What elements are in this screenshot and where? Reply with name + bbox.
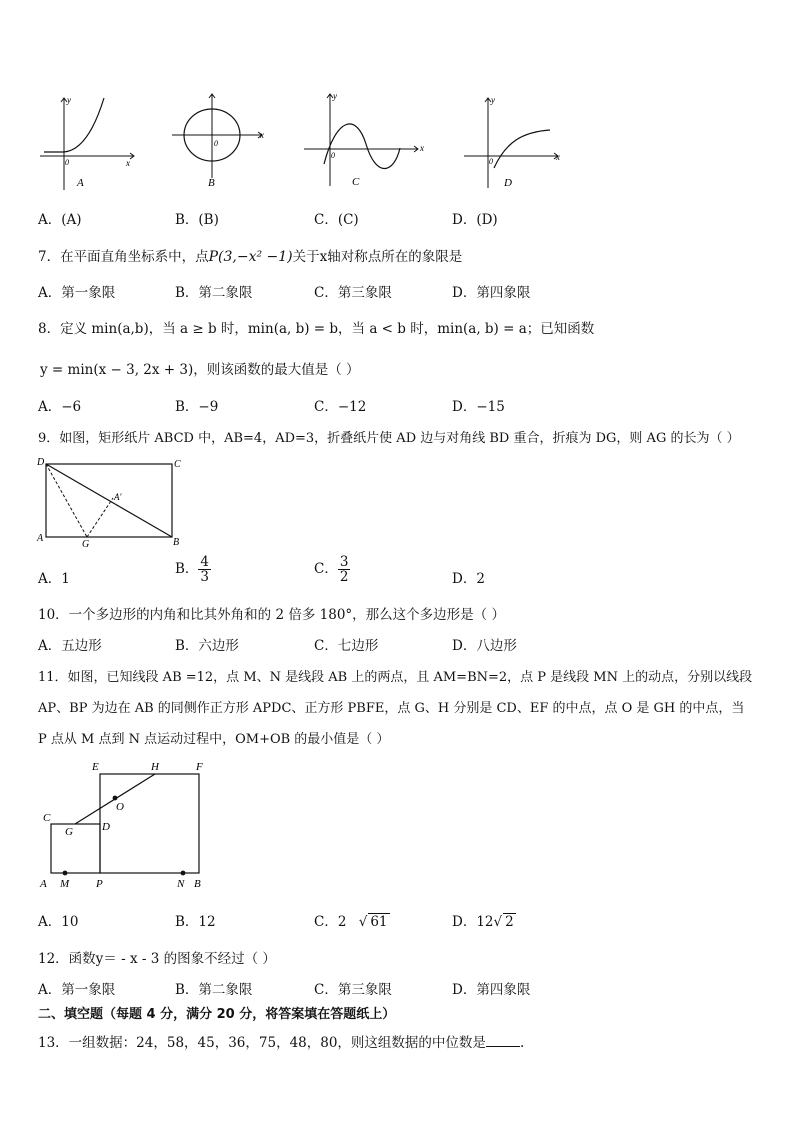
q9-option-a[interactable]: A．1 (38, 571, 70, 587)
q8-question-line1: 8．定义 min(a,b)，当 a ≥ b 时，min(a, b) = b，当 a < b 时，min(a, b) = a；已知函数 (38, 321, 595, 337)
q11-option-b[interactable]: B．12 (175, 914, 216, 930)
q11-label-g: G (65, 826, 73, 838)
q9-option-c[interactable] (314, 555, 350, 584)
q9-option-b-prefix: B． (175, 561, 199, 577)
q11-label-c: C (43, 812, 51, 824)
q6-option-c[interactable]: C．(C) (314, 212, 359, 228)
q11-figure (38, 756, 218, 896)
q11-label-o: O (116, 801, 124, 813)
q11-label-h: H (151, 761, 159, 773)
q12-option-a[interactable]: A．第一象限 (38, 982, 116, 998)
graph-c-letter: C (352, 176, 360, 188)
q9-label-a: A (37, 533, 44, 544)
q9-label-b: B (173, 537, 180, 548)
q9-option-c-denominator: 2 (339, 569, 349, 585)
q11-question-line2: AP、BP 为边在 AB 的同侧作正方形 APDC、正方形 PBFE，点 G、H 分别是 CD、EF 的中点，点 O 是 GH 的中点，当 (38, 701, 745, 716)
q8-option-a[interactable]: A．−6 (38, 399, 82, 415)
q11-label-d: D (102, 821, 110, 833)
section-2-title: 二、填空题（每题 4 分，满分 20 分，将答案填在答题纸上） (38, 1007, 396, 1022)
graph-b-x-label: x (260, 130, 264, 140)
q9-label-a-prime: A′ (114, 492, 122, 502)
q11-option-c-radicand: 61 (370, 914, 388, 930)
q13-text: 13．一组数据：24，58，45，36，75，48，80，则这组数据的中位数是 (38, 1035, 486, 1051)
graph-b-origin: 0 (214, 139, 218, 148)
q12-option-d[interactable]: D．第四象限 (452, 982, 531, 998)
q8-option-d[interactable]: D．−15 (452, 399, 505, 415)
q11-label-m: M (60, 878, 70, 890)
q11-label-p: P (96, 878, 103, 890)
q7-suffix: 关于x轴对称点所在的象限是 (292, 249, 463, 265)
q6-option-d[interactable]: D．(D) (452, 212, 498, 228)
q7-option-b[interactable]: B．第二象限 (175, 285, 253, 301)
q9-option-b[interactable] (175, 555, 211, 584)
q8-option-b[interactable]: B．−9 (175, 399, 219, 415)
q11-option-c[interactable] (314, 910, 390, 930)
q7-prefix: 7．在平面直角坐标系中，点 (38, 249, 209, 265)
q9-option-c-numerator: 3 (339, 554, 349, 570)
q11-option-c-prefix: C．2 (314, 914, 347, 930)
graph-c-x-label: x (420, 143, 424, 153)
q7-option-d[interactable]: D．第四象限 (452, 285, 531, 301)
q7-point: P(3,−x² −1) (208, 249, 293, 265)
q12-option-b[interactable]: B．第二象限 (175, 982, 253, 998)
q8-option-c[interactable]: C．−12 (314, 399, 367, 415)
q11-label-f: F (196, 761, 203, 773)
graph-d-letter: D (504, 177, 512, 189)
q12-option-c[interactable]: C．第三象限 (314, 982, 392, 998)
q12-question: 12．函数y＝ - x - 3 的图象不经过（ ） (38, 951, 276, 967)
q9-option-b-numerator: 4 (200, 554, 210, 570)
q9-label-g: G (82, 539, 90, 550)
q10-question: 10．一个多边形的内角和比其外角和的 2 倍多 180°，那么这个多边形是（ ） (38, 607, 505, 623)
graph-b-letter: B (208, 177, 215, 189)
q13-answer-blank[interactable] (486, 1034, 520, 1047)
q9-label-c: C (174, 459, 181, 470)
q8-question-line2: y = min(x − 3, 2x + 3)，则该函数的最大值是（ ） (40, 362, 360, 378)
graph-c-y-label: y (333, 91, 337, 101)
q10-option-b[interactable]: B．六边形 (175, 638, 239, 654)
q10-option-c[interactable]: C．七边形 (314, 638, 379, 654)
sqrt-sign: √ (358, 914, 368, 930)
graph-c-origin: 0 (331, 151, 335, 160)
q9-label-d: D (37, 457, 45, 468)
graph-a-letter: A (77, 177, 84, 189)
q10-option-d[interactable]: D．八边形 (452, 638, 517, 654)
q9-option-b-fraction (198, 555, 211, 584)
q7-option-a[interactable]: A．第一象限 (38, 285, 116, 301)
q9-question: 9．如图，矩形纸片 ABCD 中，AB=4，AD=3，折叠纸片使 AD 边与对角线 BD 重合，折痕为 DG，则 AG 的长为（ ） (38, 431, 740, 446)
q11-option-a[interactable]: A．10 (38, 914, 79, 930)
graph-a (38, 92, 138, 192)
graph-d-y-label: y (491, 95, 495, 105)
q11-option-d-radicand: 2 (505, 914, 514, 930)
q9-figure (34, 454, 188, 550)
graph-a-y-label: y (67, 95, 71, 105)
graph-b (168, 92, 278, 192)
q9-option-d[interactable]: D．2 (452, 571, 485, 587)
q11-option-d-prefix: D．12 (452, 914, 494, 930)
q6-option-a[interactable]: A．(A) (38, 212, 82, 228)
q13-end: . (519, 1035, 525, 1051)
q11-question-line3: P 点从 M 点到 N 点运动过程中，OM+OB 的最小值是（ ） (38, 732, 390, 747)
q9-option-c-prefix: C． (314, 561, 338, 577)
q10-option-a[interactable]: A．五边形 (38, 638, 102, 654)
q7-option-c[interactable]: C．第三象限 (314, 285, 392, 301)
graph-d (460, 92, 570, 192)
q6-option-b[interactable]: B．(B) (175, 212, 219, 228)
sqrt-sign: √ (493, 914, 503, 930)
q7-question (38, 245, 462, 265)
q9-option-c-fraction (338, 555, 351, 584)
graph-d-origin: 0 (489, 157, 493, 166)
q11-label-e: E (92, 761, 99, 773)
q11-label-a: A (40, 878, 47, 890)
q13-question (38, 1031, 524, 1051)
graph-d-x-label: x (556, 152, 560, 162)
q11-question-line1: 11．如图，已知线段 AB =12，点 M、N 是线段 AB 上的两点，且 AM=BN=2，点 P 是线段 MN 上的动点，分别以线段 (38, 670, 753, 685)
q11-label-b: B (194, 878, 201, 890)
graph-c (300, 88, 430, 192)
graph-a-origin: 0 (65, 158, 69, 167)
q9-option-b-denominator: 3 (200, 569, 210, 585)
q11-option-d[interactable] (452, 910, 516, 930)
q11-label-n: N (177, 878, 185, 890)
graph-a-x-label: x (126, 158, 130, 168)
